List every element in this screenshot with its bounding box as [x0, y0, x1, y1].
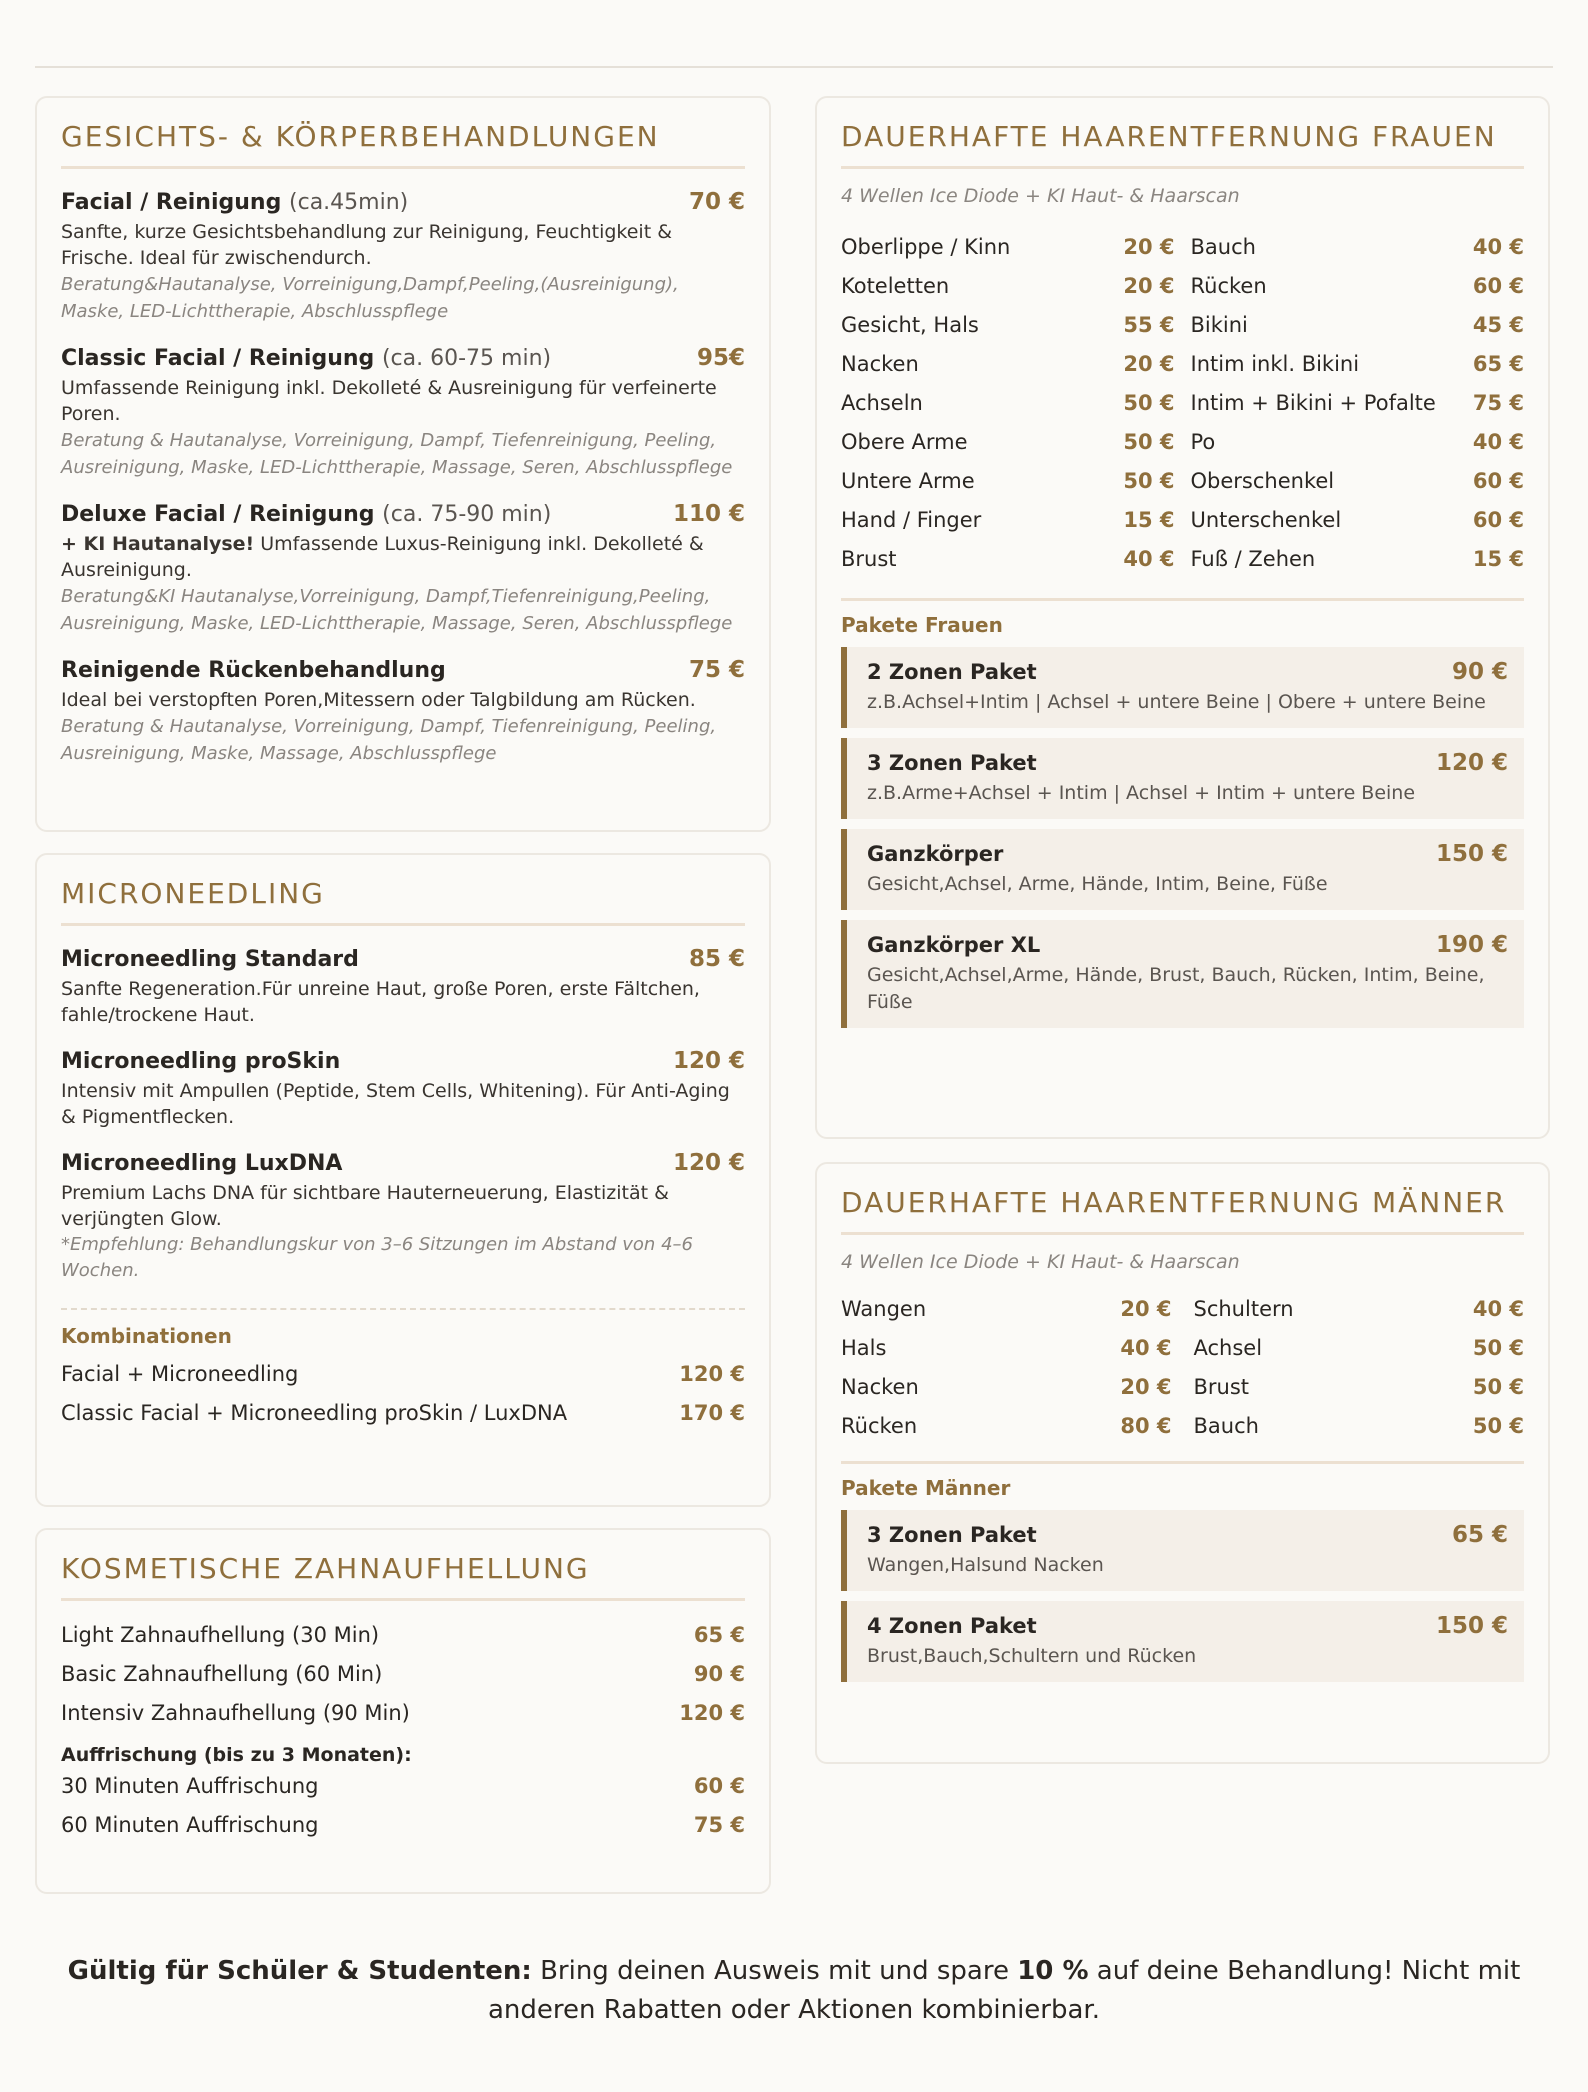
service-duration: (ca. 75-90 min): [382, 502, 552, 527]
zone-row: [841, 1328, 1172, 1367]
teeth-price: 120 €: [679, 1700, 745, 1725]
service-includes: Beratung&Hautanalyse, Vorreinigung,Dampf,Peeling,(Ausreinigung), Maske, LED-Lichttherapie, Abschlusspflege: [61, 274, 679, 322]
zone-row: [1191, 227, 1525, 266]
zone-row: [841, 1289, 1172, 1328]
teeth-label: Intensiv Zahnaufhellung (90 Min): [61, 1700, 410, 1725]
zone-label: Nacken: [841, 1374, 919, 1399]
refresh-row: [61, 1766, 745, 1805]
zone-label: Untere Arme: [841, 468, 975, 493]
service-item: [61, 345, 745, 481]
zone-price: 50 €: [1123, 390, 1175, 415]
zone-row: [1191, 500, 1525, 539]
service-description-text: Umfassende Luxus-Reinigung inkl. Dekolleté & Ausreinigung.: [61, 533, 704, 581]
zone-label: Oberschenkel: [1190, 468, 1335, 493]
women-packages: [841, 647, 1524, 1028]
refresh-label: 30 Minuten Auffrischung: [61, 1773, 319, 1798]
zone-label: Schultern: [1193, 1296, 1294, 1321]
service-description: Umfassende Reinigung inkl. Dekolleté & Ausreinigung für verfeinerte Poren.: [61, 377, 717, 425]
service-name: Microneedling Standard: [61, 947, 359, 972]
refresh-row: [61, 1805, 745, 1844]
women-zones: [841, 227, 1524, 578]
zone-row: [841, 1367, 1172, 1406]
men-packages: [841, 1510, 1524, 1682]
zone-price: 60 €: [1472, 507, 1524, 532]
zone-label: Hand / Finger: [841, 507, 982, 532]
facials-title: GESICHTS- & KÖRPERBEHANDLUNGEN: [61, 118, 745, 169]
dashed-divider: [61, 1308, 745, 1310]
zone-row: [841, 227, 1175, 266]
zone-price: 20 €: [1123, 351, 1175, 376]
zone-price: 50 €: [1123, 429, 1175, 454]
service-name: Reinigende Rückenbehandlung: [61, 658, 446, 683]
package-description: Brust,Bauch,Schultern und Rücken: [867, 1645, 1197, 1667]
zone-label: Intim inkl. Bikini: [1190, 351, 1360, 376]
service-name: Microneedling proSkin: [61, 1049, 341, 1074]
men-subtitle: 4 Wellen Ice Diode + KI Haut- & Haarscan: [841, 1251, 1240, 1273]
package-price: 150 €: [1435, 841, 1508, 867]
zone-row: [841, 422, 1175, 461]
discount-text-1: Bring deinen Ausweis mit und spare: [531, 1956, 1018, 1986]
service-description: [61, 531, 745, 583]
package-item: [841, 738, 1524, 819]
service-name: Classic Facial / Reinigung: [61, 346, 375, 371]
zone-price: 60 €: [1472, 273, 1524, 298]
service-name: Microneedling LuxDNA: [61, 1151, 343, 1176]
service-highlight: + KI Hautanalyse!: [61, 533, 255, 555]
package-item: [841, 920, 1524, 1028]
package-description: z.B.Achsel+Intim | Achsel + untere Beine | Obere + untere Beine: [867, 691, 1486, 713]
zone-label: Po: [1190, 429, 1216, 454]
service-description: Intensiv mit Ampullen (Peptide, Stem Cells, Whitening). Für Anti-Aging & Pigmentflecken.: [61, 1080, 730, 1128]
microneedling-card: [35, 853, 771, 1507]
teeth-row: [61, 1654, 745, 1693]
teeth-price: 65 €: [693, 1622, 745, 1647]
package-price: 150 €: [1435, 1613, 1508, 1639]
service-price: 75 €: [688, 657, 745, 683]
zone-row: [1191, 539, 1525, 578]
service-duration: (ca.45min): [289, 190, 409, 215]
service-description: Sanfte Regeneration.Für unreine Haut, große Poren, erste Fältchen, fahle/trockene Haut.: [61, 978, 700, 1026]
women-packages-heading: Pakete Frauen: [841, 613, 1003, 637]
zone-label: Oberlippe / Kinn: [841, 234, 1011, 259]
package-price: 90 €: [1451, 659, 1508, 685]
zone-price: 20 €: [1120, 1296, 1172, 1321]
zone-label: Achseln: [841, 390, 923, 415]
package-name: 2 Zonen Paket: [867, 660, 1037, 684]
top-divider: [35, 66, 1553, 68]
women-subtitle: 4 Wellen Ice Diode + KI Haut- & Haarscan: [841, 185, 1240, 207]
combo-price: 120 €: [679, 1361, 745, 1386]
zone-label: Unterschenkel: [1190, 507, 1342, 532]
zone-price: 20 €: [1123, 234, 1175, 259]
service-price: 110 €: [672, 501, 745, 527]
service-description: Premium Lachs DNA für sichtbare Hauterneuerung, Elastizität & verjüngten Glow.: [61, 1182, 669, 1230]
zone-price: 40 €: [1120, 1335, 1172, 1360]
zone-row: [1191, 344, 1525, 383]
package-description: Wangen,Halsund Nacken: [867, 1554, 1104, 1576]
service-item: [61, 1150, 745, 1284]
women-divider: [841, 598, 1524, 601]
microneedling-title: MICRONEEDLING: [61, 875, 745, 926]
zone-row: [841, 344, 1175, 383]
zone-row: [1191, 422, 1525, 461]
package-name: 3 Zonen Paket: [867, 751, 1037, 775]
zone-price: 15 €: [1123, 507, 1175, 532]
zone-label: Rücken: [841, 1413, 918, 1438]
zone-price: 50 €: [1472, 1374, 1524, 1399]
package-name: Ganzkörper: [867, 842, 1004, 866]
men-hair-card: [815, 1162, 1550, 1764]
zone-label: Koteletten: [841, 273, 950, 298]
zone-row: [841, 266, 1175, 305]
zone-price: 45 €: [1472, 312, 1524, 337]
zone-label: Hals: [841, 1335, 887, 1360]
men-zones-left: [841, 1289, 1194, 1445]
service-includes: Beratung&KI Hautanalyse,Vorreinigung, Dampf,Tiefenreinigung,Peeling, Ausreinigung, Maske, LED-Lichttherapie, Massage, Seren, Abschlusspflege: [61, 586, 733, 634]
zone-row: [1194, 1406, 1525, 1445]
zone-label: Wangen: [841, 1296, 927, 1321]
combo-price: 170 €: [679, 1400, 745, 1425]
package-price: 120 €: [1435, 750, 1508, 776]
women-zones-left: [841, 227, 1191, 578]
zone-label: Rücken: [1190, 273, 1267, 298]
teeth-row: [61, 1693, 745, 1732]
combo-row: [61, 1393, 745, 1432]
zone-label: Nacken: [841, 351, 919, 376]
package-item: [841, 1601, 1524, 1682]
refresh-price: 60 €: [693, 1773, 745, 1798]
package-description: Gesicht,Achsel,Arme, Hände, Brust, Bauch, Rücken, Intim, Beine, Füße: [867, 964, 1485, 1013]
zone-label: Intim + Bikini + Pofalte: [1190, 390, 1436, 415]
service-description: Sanfte, kurze Gesichtsbehandlung zur Reinigung, Feuchtigkeit & Frische. Ideal für zwischendurch.: [61, 221, 673, 269]
zone-label: Obere Arme: [841, 429, 968, 454]
zone-price: 75 €: [1472, 390, 1524, 415]
men-title: DAUERHAFTE HAARENTFERNUNG MÄNNER: [841, 1184, 1524, 1235]
zone-price: 50 €: [1472, 1335, 1524, 1360]
teeth-title: KOSMETISCHE ZAHNAUFHELLUNG: [61, 1550, 745, 1601]
men-zones-right: [1194, 1289, 1525, 1445]
service-duration: (ca. 60-75 min): [381, 346, 552, 371]
package-price: 190 €: [1435, 932, 1508, 958]
zone-price: 20 €: [1120, 1374, 1172, 1399]
women-title: DAUERHAFTE HAARENTFERNUNG FRAUEN: [841, 118, 1524, 169]
discount-text-2: auf deine Behandlung! Nicht mit anderen Rabatten oder Aktionen kombinierbar.: [488, 1956, 1521, 2025]
service-item: [61, 657, 745, 767]
service-name: Deluxe Facial / Reinigung: [61, 502, 375, 527]
zone-price: 40 €: [1472, 429, 1524, 454]
zone-label: Achsel: [1193, 1335, 1263, 1360]
zone-row: [841, 383, 1175, 422]
zone-price: 15 €: [1472, 546, 1524, 571]
service-item: [61, 501, 745, 637]
zone-label: Fuß / Zehen: [1190, 546, 1316, 571]
zone-row: [1191, 461, 1525, 500]
service-note: *Empfehlung: Behandlungskur von 3–6 Sitzungen im Abstand von 4–6 Wochen.: [61, 1234, 693, 1281]
zone-price: 20 €: [1123, 273, 1175, 298]
service-item: [61, 1048, 745, 1130]
teeth-price: 90 €: [693, 1661, 745, 1686]
zone-price: 65 €: [1472, 351, 1524, 376]
package-name: Ganzkörper XL: [867, 933, 1041, 957]
zone-price: 55 €: [1123, 312, 1175, 337]
women-hair-card: [815, 96, 1550, 1139]
teeth-card: [35, 1528, 771, 1894]
service-price: 120 €: [672, 1150, 745, 1176]
zone-price: 60 €: [1472, 468, 1524, 493]
package-item: [841, 1510, 1524, 1591]
zone-row: [1194, 1289, 1525, 1328]
facials-card: [35, 96, 771, 832]
zone-row: [841, 305, 1175, 344]
zone-row: [841, 461, 1175, 500]
package-description: z.B.Arme+Achsel + Intim | Achsel + Intim + untere Beine: [867, 782, 1416, 804]
refresh-label: 60 Minuten Auffrischung: [61, 1812, 319, 1837]
men-zones: [841, 1289, 1524, 1445]
combo-label: Classic Facial + Microneedling proSkin / LuxDNA: [61, 1400, 568, 1425]
zone-label: Bauch: [1193, 1413, 1259, 1438]
zone-label: Brust: [1193, 1374, 1250, 1399]
zone-label: Bauch: [1190, 234, 1256, 259]
zone-row: [1191, 383, 1525, 422]
teeth-label: Basic Zahnaufhellung (60 Min): [61, 1661, 383, 1686]
service-item: [61, 946, 745, 1028]
discount-label: Gültig für Schüler & Studenten:: [67, 1956, 532, 1986]
zone-price: 50 €: [1472, 1413, 1524, 1438]
zone-price: 80 €: [1120, 1413, 1172, 1438]
service-includes: Beratung & Hautanalyse, Vorreinigung, Dampf, Tiefenreinigung, Peeling, Ausreinigung, Maske, Massage, Abschlusspflege: [61, 716, 717, 764]
service-price: 85 €: [688, 946, 745, 972]
package-item: [841, 829, 1524, 910]
combo-label: Facial + Microneedling: [61, 1361, 299, 1386]
refresh-heading: Auffrischung (bis zu 3 Monaten):: [61, 1744, 412, 1766]
package-name: 4 Zonen Paket: [867, 1614, 1037, 1638]
zone-row: [841, 1406, 1172, 1445]
discount-percent: 10 %: [1017, 1956, 1089, 1986]
service-name: Facial / Reinigung: [61, 190, 282, 215]
service-item: [61, 189, 745, 325]
refresh-price: 75 €: [693, 1812, 745, 1837]
zone-price: 40 €: [1472, 1296, 1524, 1321]
zone-label: Gesicht, Hals: [841, 312, 979, 337]
women-zones-right: [1191, 227, 1525, 578]
teeth-label: Light Zahnaufhellung (30 Min): [61, 1622, 380, 1647]
service-includes: Beratung & Hautanalyse, Vorreinigung, Dampf, Tiefenreinigung, Peeling, Ausreinigung, Maske, LED-Lichttherapie, Massage, Seren, Abschlusspflege: [61, 430, 733, 478]
zone-price: 40 €: [1472, 234, 1524, 259]
combos-heading: Kombinationen: [61, 1324, 232, 1348]
zone-row: [841, 500, 1175, 539]
service-description: Ideal bei verstopften Poren,Mitessern oder Talgbildung am Rücken.: [61, 689, 696, 711]
combo-row: [61, 1354, 745, 1393]
package-item: [841, 647, 1524, 728]
zone-price: 40 €: [1123, 546, 1175, 571]
teeth-row: [61, 1615, 745, 1654]
package-price: 65 €: [1451, 1522, 1508, 1548]
service-price: 70 €: [688, 189, 745, 215]
men-divider: [841, 1461, 1524, 1464]
zone-row: [1191, 305, 1525, 344]
zone-row: [1194, 1328, 1525, 1367]
student-discount-note: [60, 1952, 1528, 2030]
service-price: 120 €: [672, 1048, 745, 1074]
zone-row: [1194, 1367, 1525, 1406]
service-price: 95€: [696, 345, 745, 371]
package-description: Gesicht,Achsel, Arme, Hände, Intim, Beine, Füße: [867, 873, 1328, 895]
zone-price: 50 €: [1123, 468, 1175, 493]
zone-label: Brust: [841, 546, 897, 571]
men-packages-heading: Pakete Männer: [841, 1476, 1011, 1500]
zone-label: Bikini: [1190, 312, 1248, 337]
zone-row: [841, 539, 1175, 578]
package-name: 3 Zonen Paket: [867, 1523, 1037, 1547]
zone-row: [1191, 266, 1525, 305]
